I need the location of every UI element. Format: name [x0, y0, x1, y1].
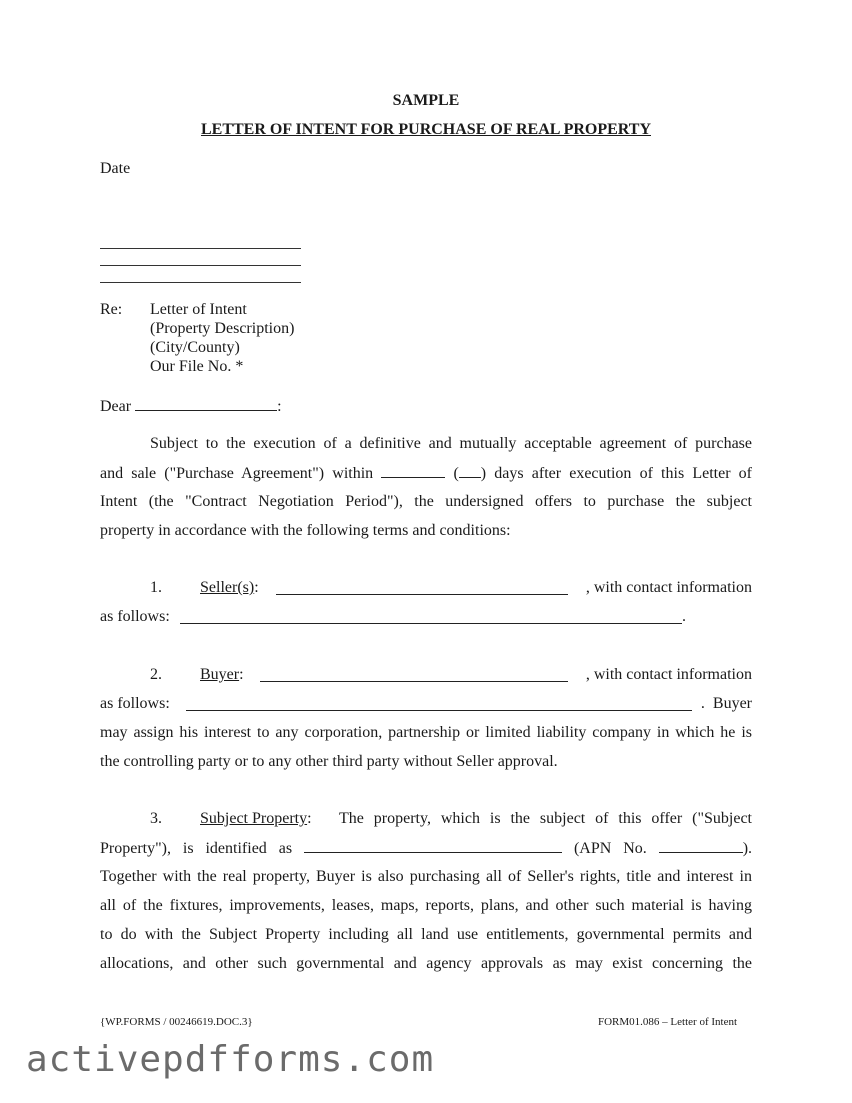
salutation: [100, 396, 282, 416]
footer-file-ref: {WP.FORMS / 00246619.DOC.3}: [100, 1016, 253, 1028]
property-number: 3.: [150, 810, 162, 827]
days-number-blank[interactable]: [459, 463, 481, 478]
intro-line: property in accordance with the following terms and conditions:: [100, 522, 511, 539]
buyer-contact-text: , with contact information: [585, 666, 752, 683]
date-label: Date: [100, 160, 131, 177]
buyer-label: Buyer:: [200, 666, 244, 683]
buyer-line: the controlling party or to any other third party without Seller approval.: [100, 753, 558, 770]
seller-label: Seller(s):: [200, 579, 259, 596]
seller-name-blank[interactable]: [276, 580, 568, 595]
seller-period: .: [682, 608, 686, 625]
re-line: Our File No. *: [150, 358, 244, 375]
property-line: allocations, and other such governmental and agency approvals as may exist concerning the: [100, 955, 752, 972]
re-label: Re:: [100, 301, 123, 318]
re-line: (Property Description): [150, 320, 295, 337]
document-label: SAMPLE: [392, 92, 460, 109]
buyer-period: . Buyer: [700, 695, 752, 712]
intro-line: and sale ("Purchase Agreement") within ( ) days after execution of this Letter of: [100, 465, 752, 482]
re-line: Letter of Intent: [150, 301, 247, 318]
salutation-prefix: Dear: [100, 398, 132, 415]
buyer-number: 2.: [150, 666, 162, 683]
buyer-follows-label: as follows:: [100, 695, 170, 712]
re-line: (City/County): [150, 339, 240, 356]
apn-number-blank[interactable]: [659, 838, 743, 853]
property-line: Together with the real property, Buyer is also purchasing all of Seller's rights, title and interest in: [100, 868, 752, 885]
seller-follows-label: as follows:: [100, 608, 170, 625]
intro-line: Intent (the "Contract Negotiation Period"), the undersigned offers to purchase the subject: [100, 493, 752, 510]
days-words-blank[interactable]: [381, 463, 445, 478]
seller-contact-blank[interactable]: [180, 609, 682, 624]
intro-line: Subject to the execution of a definitive and mutually acceptable agreement of purchase: [150, 435, 752, 452]
address-line: [100, 248, 301, 249]
seller-number: 1.: [150, 579, 162, 596]
property-line: The property, which is the subject of this offer ("Subject: [339, 810, 752, 827]
site-watermark: activepdfforms.com: [26, 1039, 435, 1080]
property-line: Property"), is identified as (APN No. ).: [100, 840, 753, 857]
buyer-line: may assign his interest to any corporation, partnership or limited liability company in which he is: [100, 724, 752, 741]
property-label: Subject Property:: [200, 810, 312, 827]
salutation-suffix: :: [277, 398, 282, 415]
buyer-contact-blank[interactable]: [186, 696, 692, 711]
address-line: [100, 265, 301, 266]
property-line: to do with the Subject Property including all land use entitlements, governmental permits and: [100, 926, 752, 943]
footer-form-number: FORM01.086 – Letter of Intent: [598, 1016, 738, 1028]
document-title: LETTER OF INTENT FOR PURCHASE OF REAL PROPERTY: [200, 121, 651, 138]
property-line: all of the fixtures, improvements, leases, maps, reports, plans, and other such material is having: [100, 897, 752, 914]
seller-contact-text: , with contact information: [585, 579, 752, 596]
property-identification-blank[interactable]: [304, 838, 562, 853]
salutation-name-blank[interactable]: [135, 396, 277, 411]
buyer-name-blank[interactable]: [260, 667, 568, 682]
address-line: [100, 282, 301, 283]
